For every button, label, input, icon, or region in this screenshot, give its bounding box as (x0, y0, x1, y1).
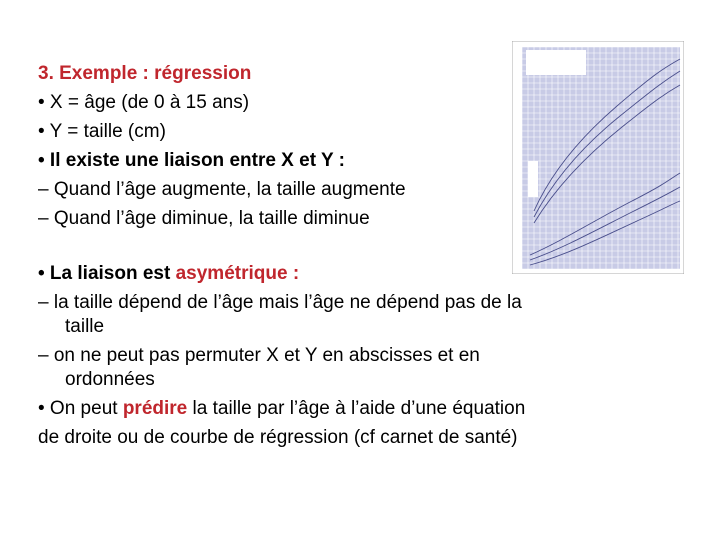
growth-chart-image (512, 41, 684, 274)
dash-augmente: – Quand l’âge augmente, la taille augmente (38, 179, 406, 200)
bullet-y: • Y = taille (cm) (38, 121, 166, 142)
dash-permuter-1: – on ne peut pas permuter X et Y en abscisses et en (38, 345, 480, 366)
predire-suffix: la taille par l’âge à l’aide d’une équation (187, 398, 526, 419)
predire-continuation: de droite ou de courbe de régression (cf carnet de santé) (38, 427, 518, 448)
bullet-x: • X = âge (de 0 à 15 ans) (38, 92, 250, 113)
asymetrique-highlight: asymétrique : (175, 263, 300, 284)
asymetrique-prefix: • La liaison est (38, 263, 176, 284)
dash-depend-1: – la taille dépend de l’âge mais l’âge ne dépend pas de la (38, 292, 522, 313)
dash-depend-2: taille (65, 316, 105, 337)
dash-diminue: – Quand l’âge diminue, la taille diminue (38, 208, 370, 229)
predire-highlight: prédire (122, 398, 188, 419)
predire-prefix: • On peut (38, 398, 123, 419)
bullet-liaison: • Il existe une liaison entre X et Y : (38, 150, 345, 171)
bullet-asymetrique (38, 263, 299, 285)
dash-permuter-2: ordonnées (65, 369, 155, 390)
bullet-predire (38, 398, 525, 420)
slide-title: 3. Exemple : régression (38, 63, 252, 84)
chart-legend-box (526, 50, 586, 75)
